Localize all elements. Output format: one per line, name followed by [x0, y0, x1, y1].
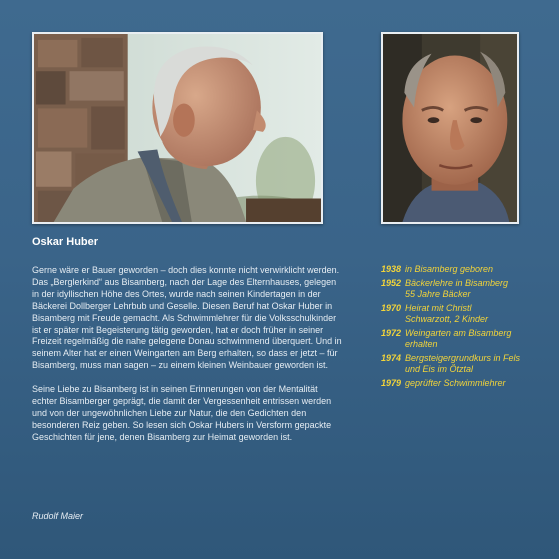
author-signature: Rudolf Maier: [32, 511, 84, 521]
timeline-event: in Bisamberg geboren: [405, 264, 494, 274]
timeline-event: Bergsteigergrundkurs in Fels und Eis im Ötztal: [405, 353, 521, 374]
timeline-year: 1952: [381, 278, 402, 288]
timeline-event: geprüfter Schwimmlehrer: [405, 378, 506, 388]
timeline-year: 1974: [381, 353, 402, 363]
timeline-event: Bäckerlehre in Bisamberg 55 Jahre Bäcker: [405, 278, 509, 299]
timeline-year: 1972: [381, 328, 402, 338]
timeline-event: Heirat mit Christl Schwarzott, 2 Kinder: [405, 303, 489, 324]
timeline-year: 1938: [381, 264, 402, 274]
biography-paragraph: Seine Liebe zu Bisamberg ist in seinen Erinnerungen von der Mentalität echter Bisamberger geprägt, die damit der Vergessenheit entrissen werden und von der ungewöhnlichen Liebe zur Natur, die den Gedichten den besonderen Reiz geben. So lesen sich Oskar Hubers in Versform gepackte Geschichten für jene, denen Bisamberg zur Heimat geworden ist.: [32, 384, 332, 442]
timeline-year: 1979: [381, 378, 402, 388]
timeline-entry: [381, 328, 541, 350]
portrait-profile-photo: [32, 32, 323, 224]
biography-paragraph: Gerne wäre er Bauer geworden – doch dies konnte nicht verwirklicht werden. Das „Berglerkind“ aus Bisamberg, nach der Lage des Elternhauses, gelegen in der idyllischen Höhe des Ortes, wurde nach seinen Kindertagen in der Bäckerei Dollberger Lehrbub und Geselle. Diesen Beruf hat Oskar Huber in Bisamberg mit Freude gemacht. Als Schwimmlehrer für die Volksschulkinder ist er später mit Begeisterung tätig geworden, hat er doch früher in seiner Freizeit regelmäßig die nahe gelegene Donau schwimmend überquert. Und in seinem Alter hat er einen Weingarten am Berg erhalten, so dass er jetzt – für Bisamberg, muss man sagen – zu einem kleinen Weinbauer geworden ist.: [32, 265, 342, 371]
timeline-entry: [381, 264, 541, 275]
person-name-heading: Oskar Huber: [32, 236, 99, 248]
timeline-entry: [381, 378, 541, 389]
timeline-year: 1970: [381, 303, 402, 313]
timeline-event: Weingarten am Bisamberg erhalten: [405, 328, 512, 349]
portrait-face-photo: [381, 32, 519, 224]
timeline-entry: [381, 353, 541, 375]
biography-timeline: [381, 264, 541, 392]
timeline-entry: [381, 303, 541, 325]
biography-text: [32, 265, 342, 456]
timeline-entry: [381, 278, 541, 300]
